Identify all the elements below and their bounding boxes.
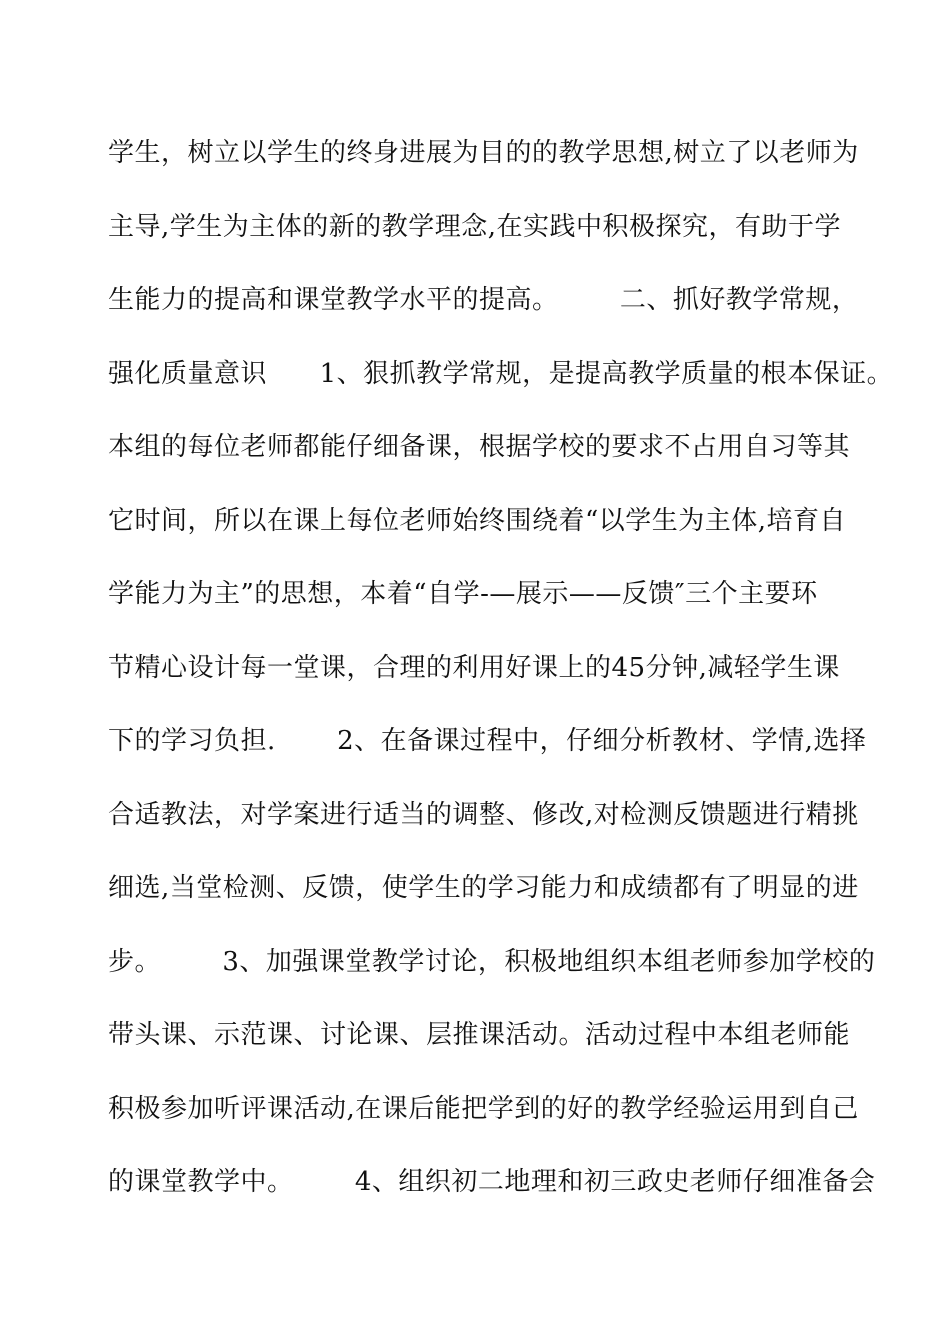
text-line: 生能力的提高和课堂教学水平的提高。 二、抓好教学常规， [108, 285, 859, 315]
body-text [108, 128, 894, 1231]
text-line: 带头课、示范课、讨论课、层推课活动。活动过程中本组老师能 [108, 1020, 851, 1050]
text-line: 合适教法，对学案进行适当的调整、修改,对检测反馈题进行精挑 [108, 799, 859, 830]
text-line: 积极参加听评课活动,在课后能把学到的好的教学经验运用到自己 [108, 1093, 859, 1124]
text-line: 节精心设计每一堂课，合理的利用好课上的45分钟,减轻学生课 [108, 652, 840, 683]
text-line: 学生，树立以学生的终身进展为目的的教学思想,树立了以老师为 [108, 138, 859, 168]
text-line: 本组的每位老师都能仔细备课，根据学校的要求不占用自习等其 [108, 432, 851, 462]
text-line: 学能力为主”的思想，本着“自学-—展示——反馈″三个主要环 [108, 579, 818, 609]
text-line: 细选,当堂检测、反馈，使学生的学习能力和成绩都有了明显的进 [108, 873, 859, 903]
text-line: 步。 3、加强课堂教学讨论，积极地组织本组老师参加学校的 [108, 946, 876, 977]
text-line: 主导,学生为主体的新的教学理念,在实践中积极探究，有助于学 [108, 211, 842, 242]
text-line: 它时间，所以在课上每位老师始终围绕着“以学生为主体,培育自 [108, 505, 847, 536]
text-line: 的课堂教学中。 4、组织初二地理和初三政史老师仔细准备会 [108, 1167, 876, 1197]
text-line: 下的学习负担. 2、在备课过程中，仔细分析教材、学情,选择 [108, 726, 867, 756]
text-line: 强化质量意识 1、狠抓教学常规，是提高教学质量的根本保证。 [108, 358, 894, 389]
